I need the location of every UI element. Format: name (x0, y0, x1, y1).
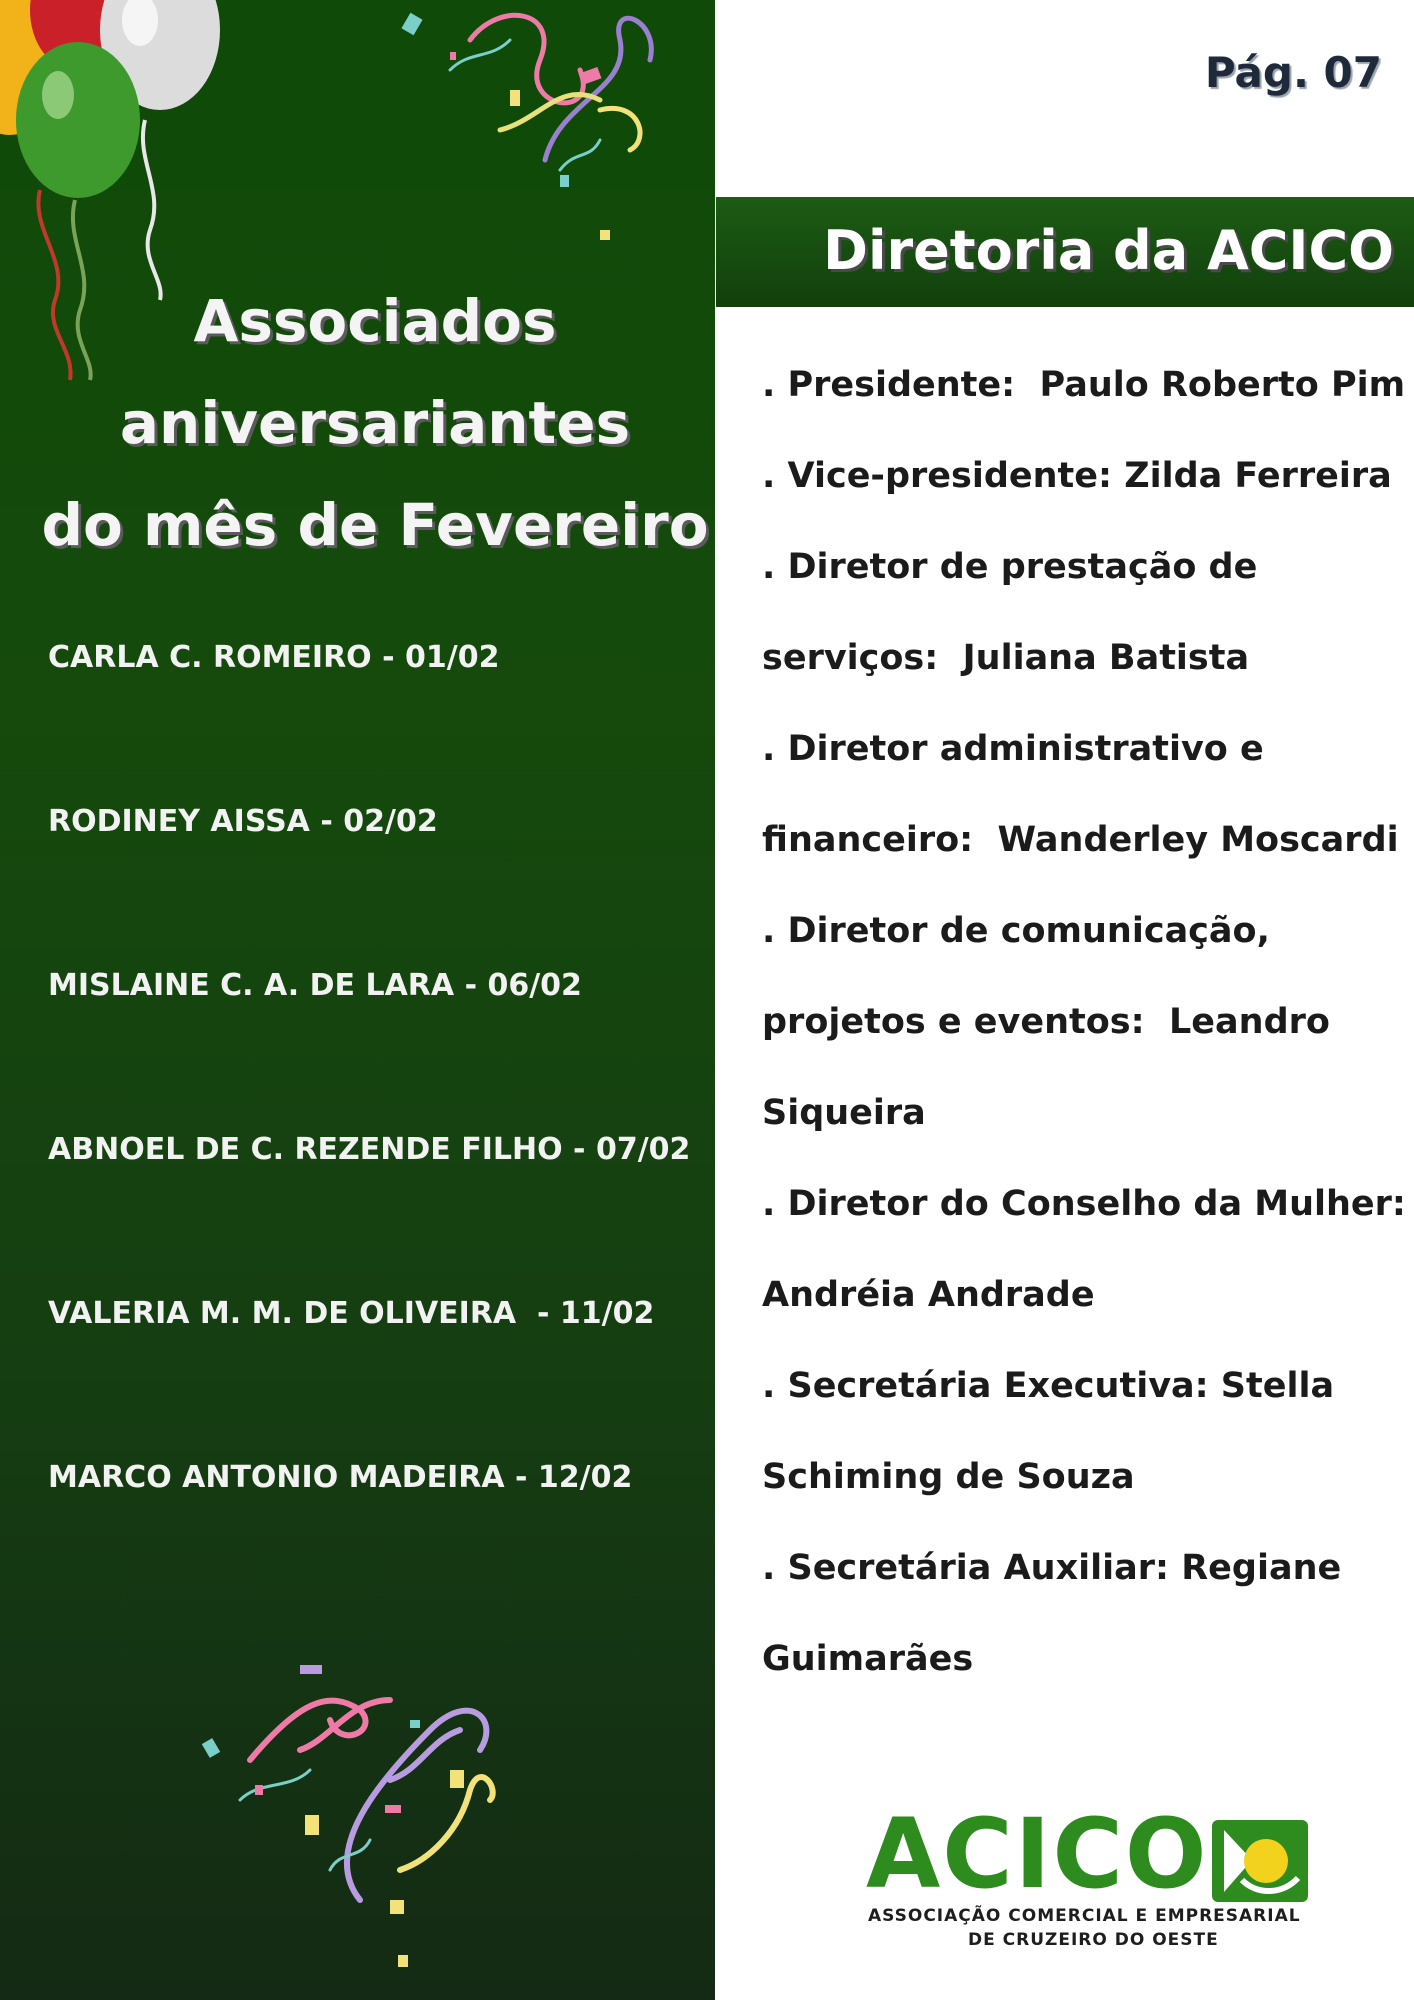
board-line: financeiro: Wanderley Moscardi (762, 820, 1399, 860)
board-line: serviços: Juliana Batista (762, 638, 1250, 678)
logo-emblem-icon (1212, 1820, 1308, 1902)
board-line: Siqueira (762, 1093, 926, 1133)
board-list (762, 340, 1406, 1705)
birthday-item: RODINEY AISSA - 02/02 (48, 804, 438, 839)
board-line: . Vice-presidente: Zilda Ferreira (762, 456, 1392, 496)
logo-subtitle-1: ASSOCIAÇÃO COMERCIAL E EMPRESARIAL (868, 1906, 1301, 1926)
confetti-bottom-pieces-icon (202, 1665, 464, 1967)
confetti-bottom-icon (240, 1700, 493, 1900)
logo-subtitle-2: DE CRUZEIRO DO OESTE (968, 1930, 1219, 1950)
board-line: . Diretor de prestação de (762, 547, 1258, 587)
birthday-item: MARCO ANTONIO MADEIRA - 12/02 (48, 1460, 633, 1495)
birthday-title-line: do mês de Fevereiro (41, 491, 709, 559)
birthday-item: ABNOEL DE C. REZENDE FILHO - 07/02 (48, 1132, 691, 1167)
board-line: . Secretária Auxiliar: Regiane (762, 1548, 1342, 1588)
board-title: Diretoria da ACICO (823, 219, 1394, 282)
birthday-item: VALERIA M. M. DE OLIVEIRA - 11/02 (48, 1296, 655, 1331)
birthday-item: CARLA C. ROMEIRO - 01/02 (48, 640, 500, 675)
birthday-title (0, 270, 715, 576)
board-line: projetos e eventos: Leandro (762, 1002, 1330, 1042)
birthday-list (48, 635, 708, 1619)
board-line: . Diretor do Conselho da Mulher: (762, 1184, 1406, 1224)
logo-wordmark: ACICO (866, 1798, 1209, 1910)
board-line: Andréia Andrade (762, 1275, 1095, 1315)
board-line: . Diretor administrativo e (762, 729, 1264, 769)
board-line: . Secretária Executiva: Stella (762, 1366, 1335, 1406)
board-header (716, 197, 1414, 307)
board-line: . Diretor de comunicação, (762, 911, 1270, 951)
board-line: Guimarães (762, 1639, 974, 1679)
acico-logo (860, 1798, 1340, 1958)
confetti-icon (450, 15, 651, 170)
page-number: Pág. 07 (1204, 48, 1382, 97)
board-line: Schiming de Souza (762, 1457, 1135, 1497)
birthday-title-line: aniversariantes (119, 389, 631, 457)
birthday-item: MISLAINE C. A. DE LARA - 06/02 (48, 968, 582, 1003)
board-line: . Presidente: Paulo Roberto Pim (762, 365, 1406, 405)
birthday-title-line: Associados (193, 287, 557, 355)
